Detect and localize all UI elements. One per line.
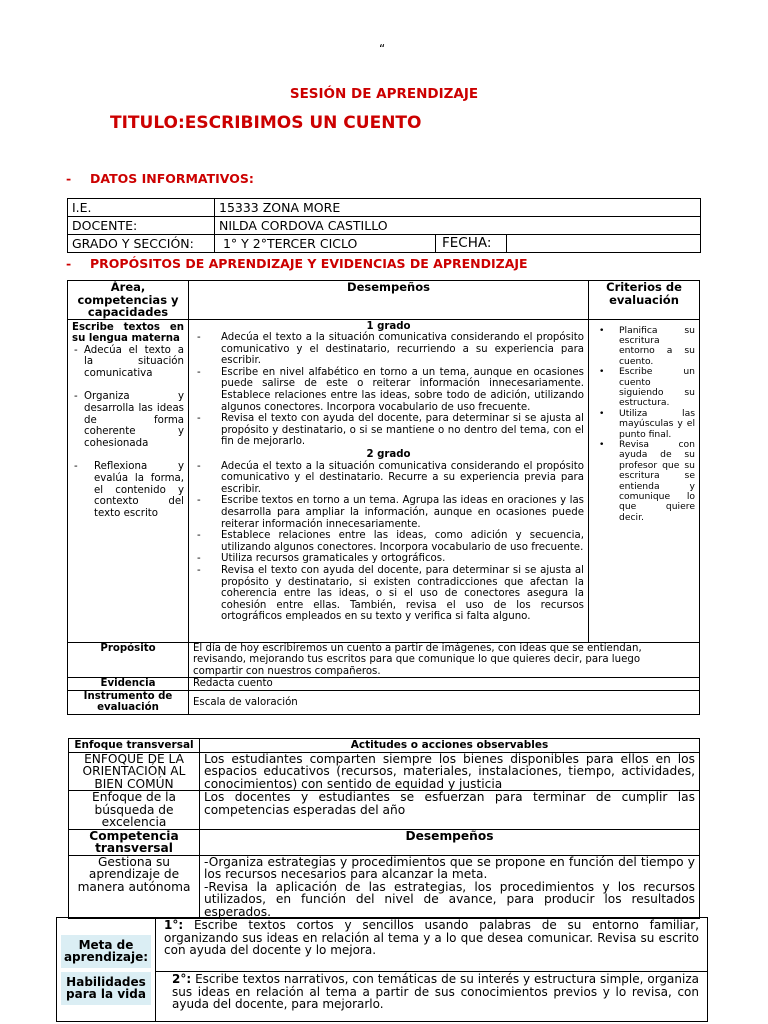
section-dash: - xyxy=(66,171,72,186)
meta-grade-2 xyxy=(156,972,708,1022)
list-item: - Utiliza recursos gramaticales y ortográficos. xyxy=(193,553,584,565)
grade-2-title: 2 grado xyxy=(366,449,411,461)
info-label: I.E. xyxy=(68,199,215,217)
list-item: - Escribe en nivel alfabético en torno a un tema, aunque en ocasiones puede salirse de este o reiterar información innecesariamente. Establece relaciones entre las ideas, sobre todo de adición, utilizando algunos conectores. Incorpora vocabulario de uso frecuente. xyxy=(193,367,584,413)
table-row xyxy=(57,918,708,972)
table-row xyxy=(68,199,701,217)
list-item: - Revisa el texto con ayuda del docente, para determinar si se ajusta al propósito y destinatario, o si se mantiene o no dentro del tema, con el fin de mejorarlo. xyxy=(193,413,584,448)
criteria-list xyxy=(593,326,695,524)
competency-title: Escribe textos en su lengua materna xyxy=(72,321,184,345)
section-heading-propositos xyxy=(66,256,528,271)
evidence-label: Evidencia xyxy=(68,678,189,691)
header-competencies: Área, competencias y capacidades xyxy=(68,281,189,320)
date-label: FECHA: xyxy=(436,235,507,252)
table-row xyxy=(68,319,700,642)
performances-cell xyxy=(189,319,589,642)
header-attitudes: Actitudes o acciones observables xyxy=(200,739,700,753)
grade-text: Escribe textos cortos y sencillos usando palabras de su entorno familiar, organizando sus ideas en relación al tema y a lo que desea comunicar. Revisa su escrito con ayuda del docente y lo mejora. xyxy=(164,918,699,957)
list-item: • Revisa con ayuda de su profesor que su escritura se entienda y comunique lo que quiere decir. xyxy=(593,440,695,523)
approach-description: Los estudiantes comparten siempre los bienes disponibles para ellos en los espacios educativos (recursos, materiales, instalaciones, tiempo, actividades, conocimientos) con sentido de equidad y justicia xyxy=(200,752,700,791)
grade-2-list xyxy=(193,461,584,623)
competency-name: Gestiona su aprendizaje de manera autónoma xyxy=(69,855,200,919)
list-item: - Establece relaciones entre las ideas, como adición y secuencia, utilizando algunos conectores. Incorpora vocabulario de uso frecuente. xyxy=(193,530,584,553)
meta-label: Meta de aprendizaje: xyxy=(61,935,151,968)
info-value: NILDA CORDOVA CASTILLO xyxy=(215,217,701,235)
grade-1-title: 1 grado xyxy=(366,320,411,332)
grade-text: Escribe textos narrativos, con temáticas de su interés y estructura simple, organiza sus ideas en relación al tema a partir de sus conocimientos previos y lo revisa, con ayuda del docente, para mejorarlo. xyxy=(172,972,699,1011)
quote-mark: “ xyxy=(379,42,386,56)
evidence-text: Redacta cuento xyxy=(189,678,700,691)
section-dash: - xyxy=(66,256,72,271)
table-row xyxy=(68,217,701,235)
approach-name: ENFOQUE DE LA ORIENTACIÓN AL BIEN COMÚN xyxy=(69,752,200,791)
list-item: - Adecúa el texto a la situación comunicativa considerando el propósito comunicativo y el destinatario, recurriendo a su experiencia para escribir. xyxy=(193,332,584,367)
approach-name: Enfoque de la búsqueda de excelencia xyxy=(69,791,200,830)
skills-label: Habilidades para la vida xyxy=(61,972,151,1005)
header-transversal-competency: Competencia transversal xyxy=(69,829,200,855)
section-title: DATOS INFORMATIVOS: xyxy=(90,171,254,186)
table-header-row xyxy=(69,739,700,753)
header-competency-performances: Desempeños xyxy=(200,829,700,855)
capacities-list xyxy=(72,345,184,520)
info-value: 15333 ZONA MORE xyxy=(215,199,701,217)
page-title: TITULO:ESCRIBIMOS UN CUENTO xyxy=(110,113,422,133)
competency-performances xyxy=(200,855,700,919)
info-value: 1° Y 2°TERCER CICLO xyxy=(215,235,436,253)
criteria-cell xyxy=(589,319,700,642)
table-row xyxy=(68,690,700,714)
performance-line: -Organiza estrategias y procedimientos que se propone en función del tiempo y los recursos necesarios para alcanzar la meta. xyxy=(204,854,695,881)
list-item: - Escribe textos en torno a un tema. Agrupa las ideas en oraciones y las desarrolla para ampliar la información, aunque en ocasiones puede reiterar información innecesariamente. xyxy=(193,495,584,530)
grade-prefix: 1°: xyxy=(164,918,184,932)
transversal-table xyxy=(68,738,700,919)
list-item: • Escribe un cuento siguiendo su estructura. xyxy=(593,367,695,409)
meta-grade-1 xyxy=(156,918,708,972)
meta-table xyxy=(56,917,708,1022)
instrument-label: Instrumento de evaluación xyxy=(68,690,189,714)
date-value xyxy=(507,235,700,252)
table-header-row xyxy=(68,281,700,320)
table-header-row xyxy=(69,829,700,855)
performance-line: -Revisa la aplicación de las estrategias, los procedimientos y los recursos utilizados, en función del nivel de avance, para producir los resultados esperados. xyxy=(204,879,695,919)
meta-labels-cell xyxy=(57,918,156,1022)
header-criteria: Criterios de evaluación xyxy=(589,281,700,320)
purposes-table xyxy=(67,280,700,715)
header-performances: Desempeños xyxy=(189,281,589,320)
list-item: • Utiliza las mayúsculas y el punto final. xyxy=(593,409,695,440)
list-item: - Reflexiona y evalúa la forma, el contenido y contexto del texto escrito xyxy=(72,461,184,519)
section-heading-datos xyxy=(66,171,254,186)
list-item: - Adecúa el texto a la situación comunicativa xyxy=(72,345,184,380)
session-title: SESIÓN DE APRENDIZAJE xyxy=(289,86,479,102)
info-label: DOCENTE: xyxy=(68,217,215,235)
table-row xyxy=(68,642,700,678)
table-row xyxy=(68,235,701,253)
grade-1-list xyxy=(193,332,584,448)
info-table xyxy=(67,198,701,253)
table-row xyxy=(69,855,700,919)
table-row xyxy=(68,678,700,691)
list-item: - Revisa el texto con ayuda del docente, para determinar si se ajusta al propósito y destinatario, si existen contradicciones que afectan la coherencia entre las ideas, o si el uso de conectores asegura la cohesión entre ellas. También, revisa el uso de los recursos ortográficos empleados en su texto y verifica si falta alguno. xyxy=(193,565,584,623)
section-title: PROPÓSITOS DE APRENDIZAJE Y EVIDENCIAS DE APRENDIZAJE xyxy=(90,256,528,271)
purpose-label: Propósito xyxy=(68,642,189,678)
grade-prefix: 2°: xyxy=(172,972,192,986)
list-item: - Adecúa el texto a la situación comunicativa considerando el propósito comunicativo y el destinatario. Recurre a su experiencia previa para escribir. xyxy=(193,461,584,496)
purpose-text: El día de hoy escribiremos un cuento a partir de imágenes, con ideas que se entiendan, revisando, mejorando tus escritos para que comunique lo que quieres decir, para luego compartir con nuestros compañeros. xyxy=(189,642,700,678)
header-approach: Enfoque transversal xyxy=(69,739,200,753)
date-cell xyxy=(436,235,701,253)
table-row xyxy=(69,752,700,791)
approach-description: Los docentes y estudiantes se esfuerzan para terminar de cumplir las competencias esperadas del año xyxy=(200,791,700,830)
table-row xyxy=(69,791,700,830)
info-label: GRADO Y SECCIÓN: xyxy=(68,235,215,253)
list-item: - Organiza y desarrolla las ideas de forma coherente y cohesionada xyxy=(72,391,184,449)
instrument-text: Escala de valoración xyxy=(189,690,700,714)
list-item: • Planifica su escritura entorno a su cuento. xyxy=(593,326,695,368)
competencies-cell xyxy=(68,319,189,642)
